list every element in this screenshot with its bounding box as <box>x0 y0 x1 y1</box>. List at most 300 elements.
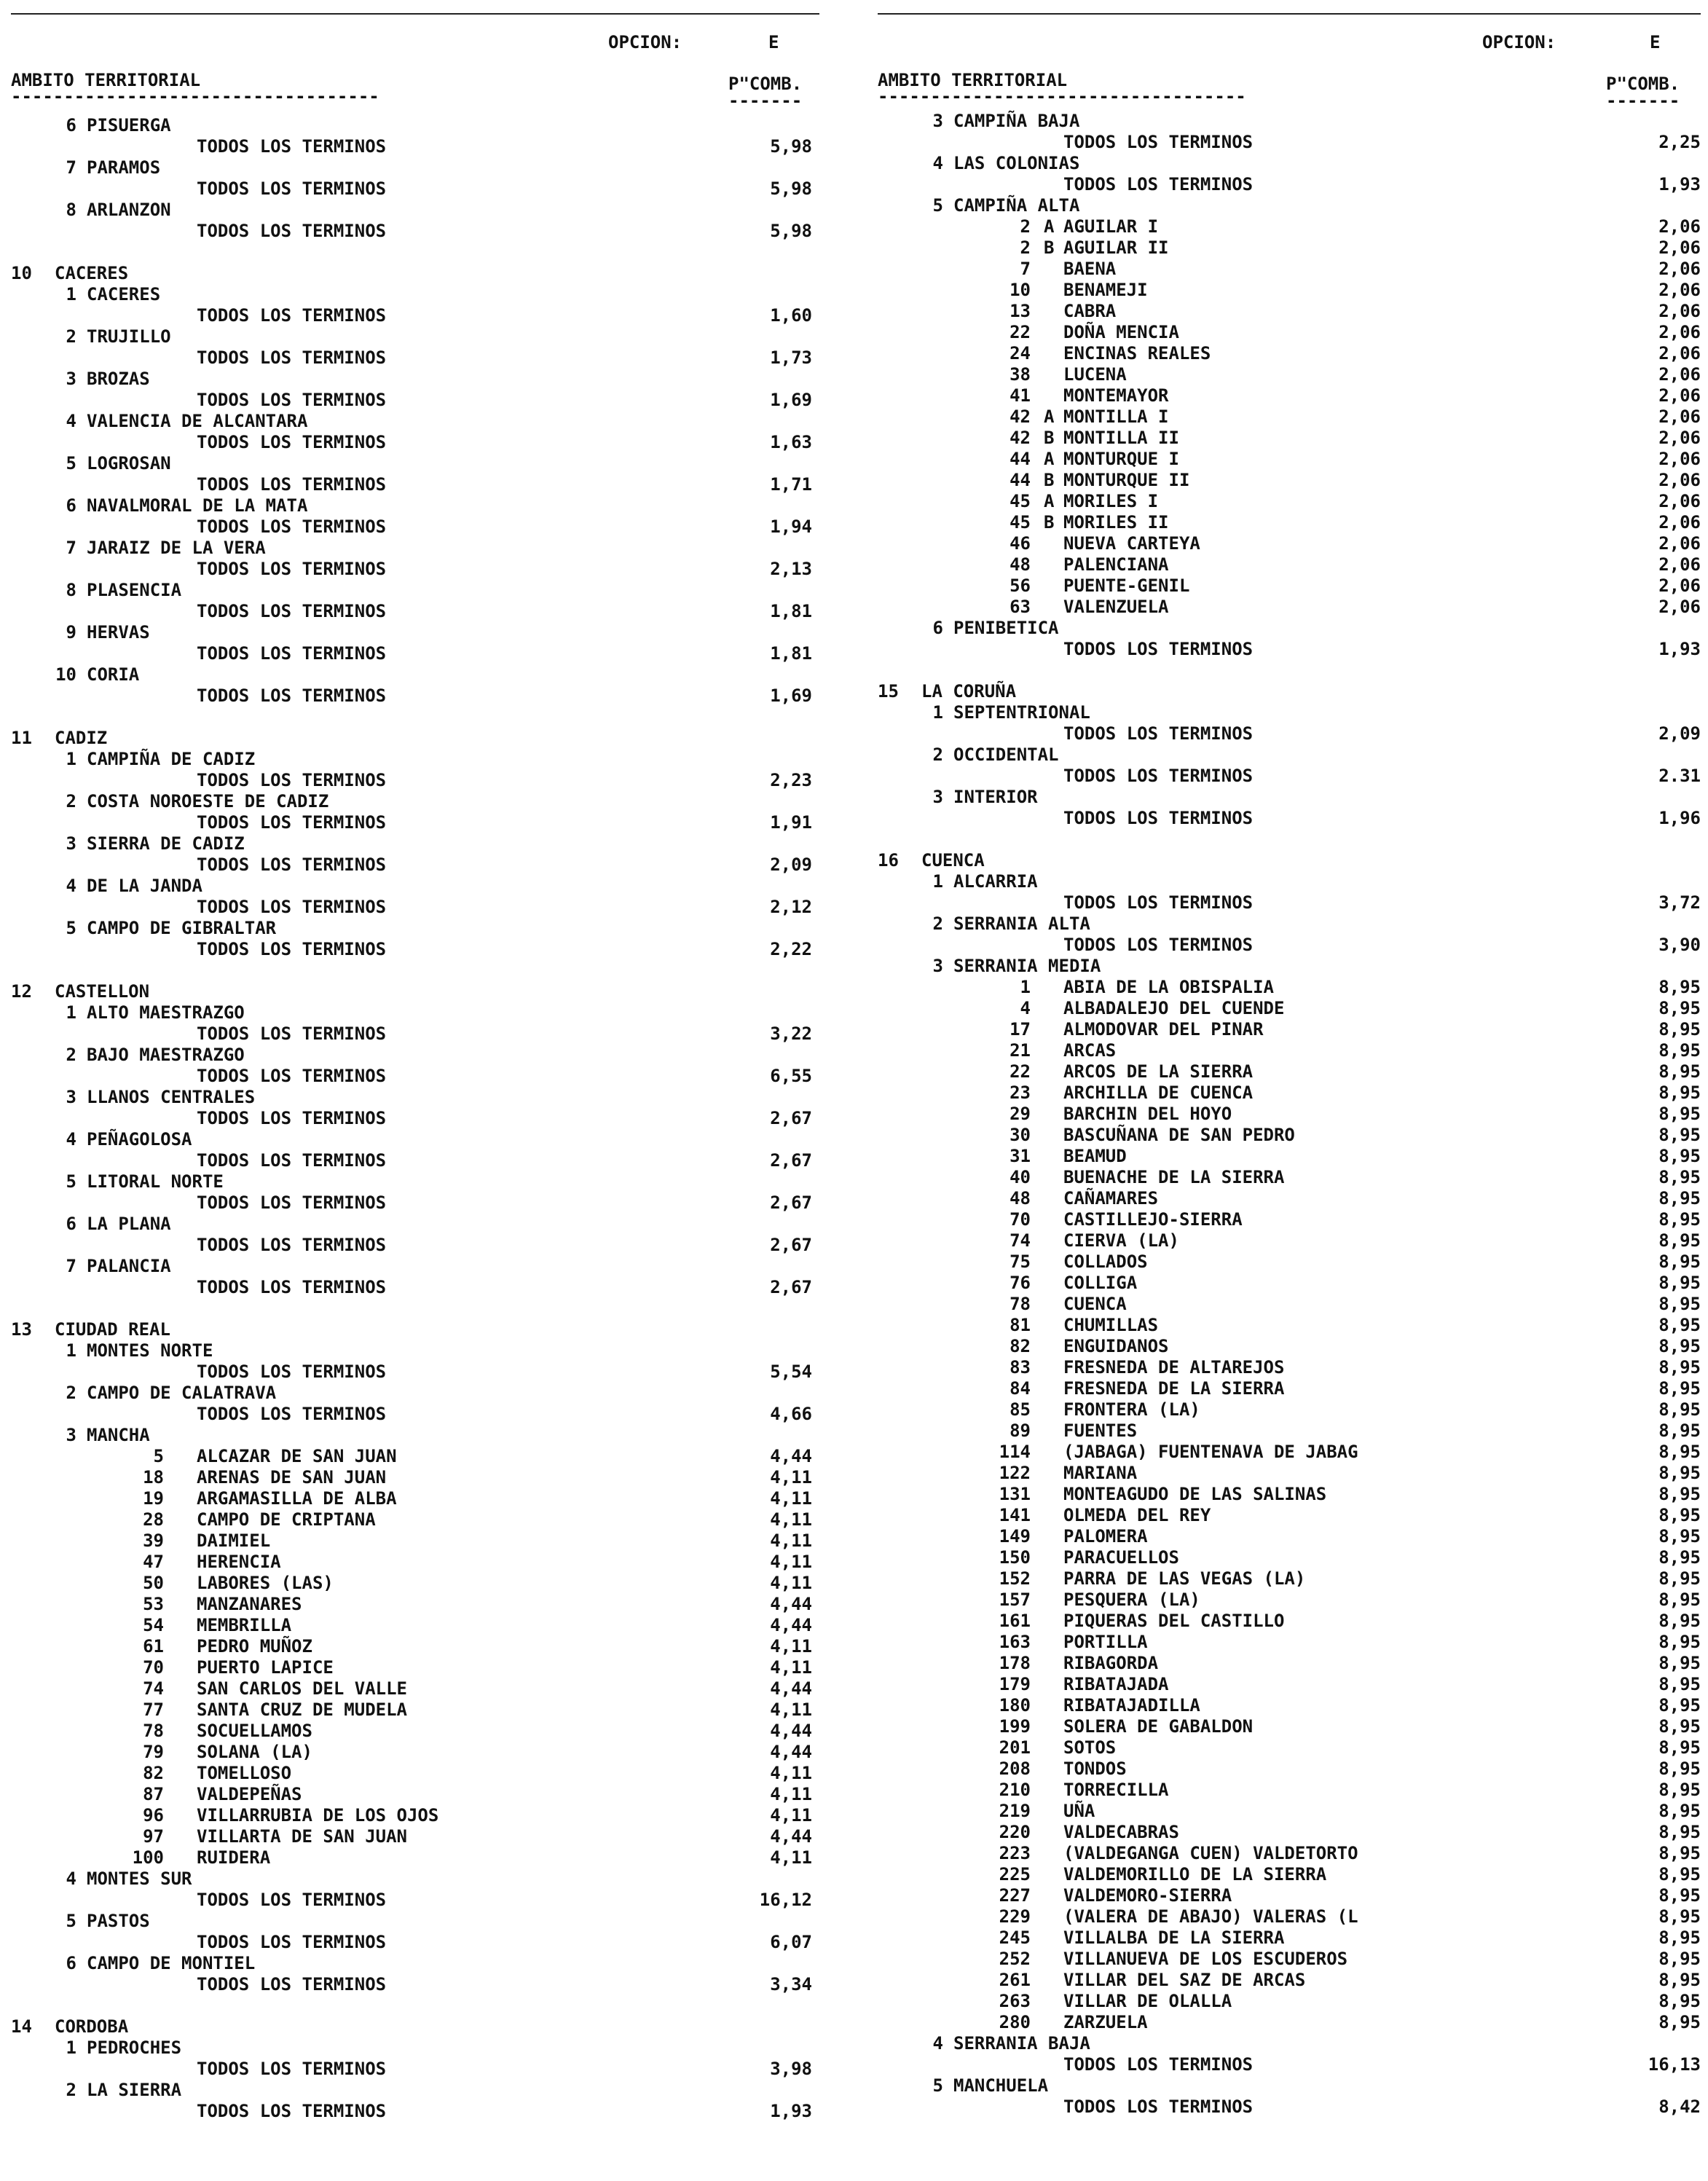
region-number: 6 <box>66 115 76 135</box>
region-number: 3 <box>932 956 943 976</box>
municipality-row <box>878 1251 1701 1273</box>
pcomb-value: 8,95 <box>1658 1885 1701 1906</box>
pcomb-value: 1,81 <box>770 643 812 664</box>
region-name: NAVALMORAL DE LA MATA <box>87 495 308 516</box>
pcomb-value: 8,95 <box>1658 1695 1701 1716</box>
pcomb-value: 4,44 <box>770 1594 812 1614</box>
pcomb-value: 4,11 <box>770 1805 812 1826</box>
municipality-row <box>878 1484 1701 1505</box>
all-terms-label: TODOS LOS TERMINOS <box>1063 639 1254 659</box>
pcomb-value: 2,06 <box>1658 470 1701 490</box>
region-name: MANCHA <box>87 1425 150 1445</box>
municipality-name: PALENCIANA <box>1063 554 1169 575</box>
region-number: 3 <box>66 1087 76 1107</box>
municipality-row <box>878 554 1701 575</box>
pcomb-value: 2.31 <box>1658 766 1701 786</box>
municipality-name: VALDECABRAS <box>1063 1822 1179 1842</box>
municipality-name: BENAMEJI <box>1063 280 1148 300</box>
all-terms-row <box>11 2101 819 2122</box>
region-name: JARAIZ DE LA VERA <box>87 538 266 558</box>
municipality-suffix: B <box>1044 428 1055 448</box>
pcomb-value: 5,98 <box>770 221 812 241</box>
municipality-code: 46 <box>1010 533 1031 554</box>
region-name: SERRANIA MEDIA <box>953 956 1101 976</box>
municipality-row <box>878 301 1701 322</box>
municipality-name: ARCOS DE LA SIERRA <box>1063 1061 1254 1082</box>
region-number: 2 <box>66 2080 76 2100</box>
pcomb-value: 1,94 <box>770 516 812 537</box>
municipality-name: SOTOS <box>1063 1737 1117 1758</box>
region-number: 7 <box>66 157 76 178</box>
municipality-row <box>878 1589 1701 1611</box>
province-code: 11 <box>11 728 32 748</box>
region-name: ALCARRIA <box>953 871 1038 892</box>
municipality-name: VILLANUEVA DE LOS ESCUDEROS <box>1063 1949 1348 1969</box>
municipality-suffix: A <box>1044 406 1055 427</box>
municipality-row <box>878 1949 1701 1970</box>
municipality-code: 219 <box>999 1801 1031 1821</box>
all-terms-label: TODOS LOS TERMINOS <box>197 1404 387 1424</box>
region-number: 2 <box>932 744 943 765</box>
all-terms-row <box>878 935 1701 956</box>
pcomb-value: 2,23 <box>770 770 812 790</box>
region-number: 6 <box>66 1214 76 1234</box>
municipality-code: 84 <box>1010 1378 1031 1399</box>
pcomb-value: 8,95 <box>1658 1927 1701 1948</box>
region-number: 5 <box>932 2075 943 2096</box>
all-terms-row <box>878 132 1701 153</box>
pcomb-value: 1,93 <box>1658 639 1701 659</box>
municipality-row <box>878 1737 1701 1758</box>
municipality-code: 210 <box>999 1780 1031 1800</box>
region-name: LAS COLONIAS <box>953 153 1080 173</box>
municipality-row <box>11 1573 819 1594</box>
pcomb-value: 8,95 <box>1658 1505 1701 1525</box>
pcomb-value: 8,95 <box>1658 1230 1701 1251</box>
province-name: LA CORUÑA <box>921 681 1017 702</box>
municipality-row <box>11 1594 819 1615</box>
pcomb-value: 8,95 <box>1658 1949 1701 1969</box>
region-row <box>11 622 819 643</box>
all-terms-row <box>11 432 819 453</box>
pcomb-value: 2,06 <box>1658 512 1701 533</box>
municipality-code: 75 <box>1010 1251 1031 1272</box>
municipality-name: COLLIGA <box>1063 1273 1138 1293</box>
municipality-row <box>878 216 1701 237</box>
municipality-name: MANZANARES <box>197 1594 302 1614</box>
pcomb-value: 8,95 <box>1658 1737 1701 1758</box>
pcomb-value: 5,54 <box>770 1361 812 1382</box>
region-row <box>11 876 819 897</box>
municipality-row <box>878 1526 1701 1547</box>
all-terms-label: TODOS LOS TERMINOS <box>197 854 387 875</box>
municipality-row <box>878 2012 1701 2033</box>
pcomb-value: 4,44 <box>770 1826 812 1847</box>
pcomb-value: 8,95 <box>1658 1991 1701 2011</box>
pcomb-value: 1,71 <box>770 474 812 495</box>
all-terms-label: TODOS LOS TERMINOS <box>197 474 387 495</box>
municipality-row <box>11 1657 819 1678</box>
all-terms-label: TODOS LOS TERMINOS <box>197 347 387 368</box>
municipality-name: FRONTERA (LA) <box>1063 1399 1200 1420</box>
all-terms-row <box>11 178 819 200</box>
region-number: 3 <box>932 111 943 131</box>
municipality-row <box>878 1632 1701 1653</box>
municipality-name: SOLERA DE GABALDON <box>1063 1716 1254 1737</box>
pcomb-value: 8,95 <box>1658 1843 1701 1863</box>
municipality-name: PIQUERAS DEL CASTILLO <box>1063 1611 1285 1631</box>
municipality-row <box>878 1674 1701 1695</box>
pcomb-value: 4,11 <box>770 1699 812 1720</box>
all-terms-label: TODOS LOS TERMINOS <box>197 1023 387 1044</box>
pcomb-value: 8,95 <box>1658 1167 1701 1187</box>
municipality-code: 1 <box>1020 977 1031 997</box>
region-row <box>11 833 819 854</box>
province-code: 16 <box>878 850 899 871</box>
pcomb-value: 2,06 <box>1658 554 1701 575</box>
region-row <box>11 580 819 601</box>
pcomb-value: 1,73 <box>770 347 812 368</box>
pcomb-value: 2,67 <box>770 1150 812 1171</box>
all-terms-row <box>11 1192 819 1214</box>
municipality-row <box>878 1378 1701 1399</box>
municipality-row <box>11 1530 819 1552</box>
region-row <box>878 787 1701 808</box>
municipality-code: 74 <box>143 1678 164 1699</box>
region-name: CAMPO DE GIBRALTAR <box>87 918 277 938</box>
pcomb-value: 2,06 <box>1658 491 1701 511</box>
pcomb-value: 1,60 <box>770 305 812 326</box>
pcomb-value: 4,11 <box>770 1657 812 1678</box>
region-number: 8 <box>66 200 76 220</box>
municipality-row <box>878 1568 1701 1589</box>
municipality-code: 38 <box>1010 364 1031 385</box>
region-name: MONTES SUR <box>87 1868 192 1889</box>
municipality-name: AGUILAR II <box>1063 237 1169 258</box>
municipality-row <box>878 1463 1701 1484</box>
municipality-suffix: A <box>1044 449 1055 469</box>
region-name: PEDROCHES <box>87 2037 182 2058</box>
pcomb-underline: ------- <box>728 90 803 111</box>
all-terms-label: TODOS LOS TERMINOS <box>197 1192 387 1213</box>
pcomb-value: 5,98 <box>770 178 812 199</box>
all-terms-label: TODOS LOS TERMINOS <box>197 1974 387 1995</box>
municipality-name: MARIANA <box>1063 1463 1138 1483</box>
all-terms-label: TODOS LOS TERMINOS <box>197 643 387 664</box>
municipality-row <box>11 1636 819 1657</box>
municipality-code: 280 <box>999 2012 1031 2032</box>
pcomb-value: 2,06 <box>1658 449 1701 469</box>
region-number: 3 <box>66 369 76 389</box>
pcomb-value: 8,95 <box>1658 1315 1701 1335</box>
municipality-name: VILLAR DE OLALLA <box>1063 1991 1232 2011</box>
province-code: 15 <box>878 681 899 702</box>
municipality-row <box>878 237 1701 259</box>
municipality-code: 141 <box>999 1505 1031 1525</box>
region-name: HERVAS <box>87 622 150 642</box>
municipality-name: VILLAR DEL SAZ DE ARCAS <box>1063 1970 1306 1990</box>
municipality-name: BARCHIN DEL HOYO <box>1063 1104 1232 1124</box>
province-name: CORDOBA <box>55 2016 129 2037</box>
all-terms-label: TODOS LOS TERMINOS <box>197 1361 387 1382</box>
municipality-code: 39 <box>143 1530 164 1551</box>
municipality-code: 19 <box>143 1488 164 1509</box>
municipality-name: NUEVA CARTEYA <box>1063 533 1200 554</box>
ambito-underline: ----------------------------------- <box>11 86 379 106</box>
all-terms-row <box>11 136 819 157</box>
all-terms-label: TODOS LOS TERMINOS <box>197 1150 387 1171</box>
municipality-code: 150 <box>999 1547 1031 1568</box>
region-row <box>11 157 819 178</box>
municipality-name: ZARZUELA <box>1063 2012 1148 2032</box>
municipality-row <box>878 1991 1701 2012</box>
municipality-row <box>878 1716 1701 1737</box>
opcion-value: E <box>768 32 779 52</box>
pcomb-value: 2,06 <box>1658 364 1701 385</box>
municipality-name: PARACUELLOS <box>1063 1547 1179 1568</box>
municipality-name: MONTEMAYOR <box>1063 385 1169 406</box>
province-code: 13 <box>11 1319 32 1340</box>
municipality-code: 10 <box>1010 280 1031 300</box>
province-name: CASTELLON <box>55 981 150 1002</box>
all-terms-label: TODOS LOS TERMINOS <box>197 2059 387 2079</box>
municipality-code: 56 <box>1010 575 1031 596</box>
municipality-name: COLLADOS <box>1063 1251 1148 1272</box>
municipality-code: 48 <box>1010 1188 1031 1209</box>
all-terms-row <box>11 643 819 664</box>
pcomb-value: 2,06 <box>1658 385 1701 406</box>
pcomb-value: 5,98 <box>770 136 812 157</box>
municipality-code: 157 <box>999 1589 1031 1610</box>
province-row <box>11 728 819 749</box>
pcomb-value: 8,95 <box>1658 1061 1701 1082</box>
pcomb-value: 8,95 <box>1658 1716 1701 1737</box>
municipality-code: 54 <box>143 1615 164 1635</box>
municipality-code: 24 <box>1010 343 1031 364</box>
pcomb-value: 2,06 <box>1658 237 1701 258</box>
municipality-row <box>878 1611 1701 1632</box>
all-terms-row <box>11 1150 819 1171</box>
all-terms-label: TODOS LOS TERMINOS <box>197 390 387 410</box>
municipality-code: 2 <box>1020 216 1031 237</box>
municipality-row <box>878 1315 1701 1336</box>
all-terms-row <box>878 766 1701 787</box>
ambito-header: AMBITO TERRITORIAL <box>878 70 1068 90</box>
region-number: 2 <box>932 913 943 934</box>
pcomb-value: 8,95 <box>1658 1442 1701 1462</box>
municipality-name: AGUILAR I <box>1063 216 1159 237</box>
municipality-code: 48 <box>1010 554 1031 575</box>
pcomb-value: 8,95 <box>1658 1294 1701 1314</box>
municipality-name: RUIDERA <box>197 1847 271 1868</box>
opcion-value: E <box>1650 32 1661 52</box>
municipality-name: VILLARTA DE SAN JUAN <box>197 1826 407 1847</box>
region-row <box>878 195 1701 216</box>
municipality-name: PALOMERA <box>1063 1526 1148 1547</box>
region-row <box>11 1425 819 1446</box>
pcomb-value: 4,11 <box>770 1530 812 1551</box>
municipality-row <box>878 1040 1701 1061</box>
municipality-code: 149 <box>999 1526 1031 1547</box>
all-terms-label: TODOS LOS TERMINOS <box>1063 174 1254 194</box>
municipality-name: VILLALBA DE LA SIERRA <box>1063 1927 1285 1948</box>
municipality-code: 77 <box>143 1699 164 1720</box>
municipality-code: 252 <box>999 1949 1031 1969</box>
municipality-name: RIBATAJADA <box>1063 1674 1169 1694</box>
municipality-name: SOCUELLAMOS <box>197 1721 312 1741</box>
pcomb-value: 2,09 <box>770 854 812 875</box>
region-row <box>11 2080 819 2101</box>
pcomb-value: 8,95 <box>1658 1420 1701 1441</box>
all-terms-label: TODOS LOS TERMINOS <box>197 1066 387 1086</box>
municipality-row <box>11 1509 819 1530</box>
pcomb-value: 1,96 <box>1658 808 1701 828</box>
pcomb-value: 8,95 <box>1658 1251 1701 1272</box>
municipality-code: 114 <box>999 1442 1031 1462</box>
region-name: PALANCIA <box>87 1256 171 1276</box>
pcomb-value: 8,95 <box>1658 1209 1701 1230</box>
all-terms-label: TODOS LOS TERMINOS <box>197 1932 387 1952</box>
municipality-name: CASTILLEJO-SIERRA <box>1063 1209 1243 1230</box>
municipality-code: 17 <box>1010 1019 1031 1040</box>
municipality-row <box>878 1146 1701 1167</box>
region-name: COSTA NOROESTE DE CADIZ <box>87 791 329 812</box>
municipality-suffix: A <box>1044 491 1055 511</box>
pcomb-value: 4,11 <box>770 1784 812 1804</box>
region-number: 6 <box>66 1953 76 1973</box>
region-row <box>11 749 819 770</box>
all-terms-label: TODOS LOS TERMINOS <box>197 770 387 790</box>
municipality-name: ARCAS <box>1063 1040 1117 1061</box>
left-column <box>11 0 819 2181</box>
region-name: CAMPIÑA BAJA <box>953 111 1080 131</box>
municipality-name: CAMPO DE CRIPTANA <box>197 1509 376 1530</box>
municipality-code: 78 <box>143 1721 164 1741</box>
region-number: 6 <box>66 495 76 516</box>
municipality-name: VALDEMORILLO DE LA SIERRA <box>1063 1864 1327 1885</box>
top-rule <box>878 13 1701 15</box>
all-terms-row <box>11 812 819 833</box>
municipality-row <box>878 597 1701 618</box>
municipality-row <box>878 343 1701 364</box>
municipality-name: ARCHILLA DE CUENCA <box>1063 1082 1254 1103</box>
region-number: 2 <box>66 326 76 347</box>
municipality-code: 220 <box>999 1822 1031 1842</box>
municipality-name: BEAMUD <box>1063 1146 1127 1166</box>
pcomb-value: 1,63 <box>770 432 812 452</box>
municipality-row <box>11 1488 819 1509</box>
region-number: 4 <box>66 1129 76 1150</box>
municipality-code: 61 <box>143 1636 164 1657</box>
municipality-row <box>878 1970 1701 1991</box>
pcomb-value: 3,98 <box>770 2059 812 2079</box>
pcomb-value: 2,06 <box>1658 216 1701 237</box>
region-number: 1 <box>932 702 943 723</box>
region-row <box>11 326 819 347</box>
municipality-code: 30 <box>1010 1125 1031 1145</box>
all-terms-row <box>11 474 819 495</box>
pcomb-value: 8,95 <box>1658 1547 1701 1568</box>
region-row <box>878 618 1701 639</box>
pcomb-value: 4,44 <box>770 1678 812 1699</box>
pcomb-value: 8,95 <box>1658 1906 1701 1927</box>
region-number: 5 <box>66 1171 76 1192</box>
municipality-code: 78 <box>1010 1294 1031 1314</box>
municipality-code: 245 <box>999 1927 1031 1948</box>
municipality-row <box>878 1061 1701 1082</box>
region-row <box>11 411 819 432</box>
region-row <box>878 956 1701 977</box>
municipality-code: 82 <box>1010 1336 1031 1356</box>
municipality-code: 41 <box>1010 385 1031 406</box>
municipality-name: LABORES (LAS) <box>197 1573 334 1593</box>
municipality-row <box>11 1467 819 1488</box>
pcomb-value: 4,11 <box>770 1509 812 1530</box>
all-terms-row <box>11 854 819 876</box>
pcomb-value: 8,95 <box>1658 1146 1701 1166</box>
region-row <box>878 2033 1701 2054</box>
all-terms-row <box>11 1066 819 1087</box>
municipality-row <box>878 1019 1701 1040</box>
municipality-row <box>11 1552 819 1573</box>
pcomb-value: 2,06 <box>1658 428 1701 448</box>
municipality-name: ENCINAS REALES <box>1063 343 1211 364</box>
province-row <box>11 2016 819 2037</box>
municipality-code: 29 <box>1010 1104 1031 1124</box>
municipality-row <box>878 1209 1701 1230</box>
all-terms-row <box>878 892 1701 913</box>
province-row <box>878 681 1701 702</box>
municipality-code: 2 <box>1020 237 1031 258</box>
municipality-code: 85 <box>1010 1399 1031 1420</box>
pcomb-value: 2,06 <box>1658 597 1701 617</box>
municipality-code: 208 <box>999 1758 1031 1779</box>
municipality-row <box>878 1822 1701 1843</box>
municipality-name: SAN CARLOS DEL VALLE <box>197 1678 407 1699</box>
region-number: 3 <box>932 787 943 807</box>
municipality-row <box>878 1885 1701 1906</box>
all-terms-label: TODOS LOS TERMINOS <box>1063 2054 1254 2075</box>
municipality-code: 45 <box>1010 512 1031 533</box>
municipality-name: FRESNEDA DE LA SIERRA <box>1063 1378 1285 1399</box>
pcomb-value: 8,95 <box>1658 1336 1701 1356</box>
region-name: CAMPO DE CALATRAVA <box>87 1383 277 1403</box>
region-name: DE LA JANDA <box>87 876 202 896</box>
municipality-name: LUCENA <box>1063 364 1127 385</box>
municipality-suffix: B <box>1044 470 1055 490</box>
region-name: BAJO MAESTRAZGO <box>87 1045 245 1065</box>
all-terms-label: TODOS LOS TERMINOS <box>1063 808 1254 828</box>
all-terms-row <box>11 1023 819 1045</box>
all-terms-label: TODOS LOS TERMINOS <box>197 136 387 157</box>
municipality-name: CAÑAMARES <box>1063 1188 1159 1209</box>
region-number: 3 <box>66 1425 76 1445</box>
municipality-code: 31 <box>1010 1146 1031 1166</box>
region-name: SERRANIA BAJA <box>953 2033 1090 2054</box>
municipality-row <box>878 977 1701 998</box>
municipality-name: CUENCA <box>1063 1294 1127 1314</box>
all-terms-row <box>11 1932 819 1953</box>
pcomb-value: 4,44 <box>770 1721 812 1741</box>
province-code: 10 <box>11 263 32 283</box>
pcomb-value: 2,06 <box>1658 575 1701 596</box>
municipality-code: 100 <box>132 1847 164 1868</box>
region-name: MONTES NORTE <box>87 1340 213 1361</box>
all-terms-row <box>11 939 819 960</box>
region-row <box>878 744 1701 766</box>
region-row <box>878 871 1701 892</box>
municipality-name: TONDOS <box>1063 1758 1127 1779</box>
